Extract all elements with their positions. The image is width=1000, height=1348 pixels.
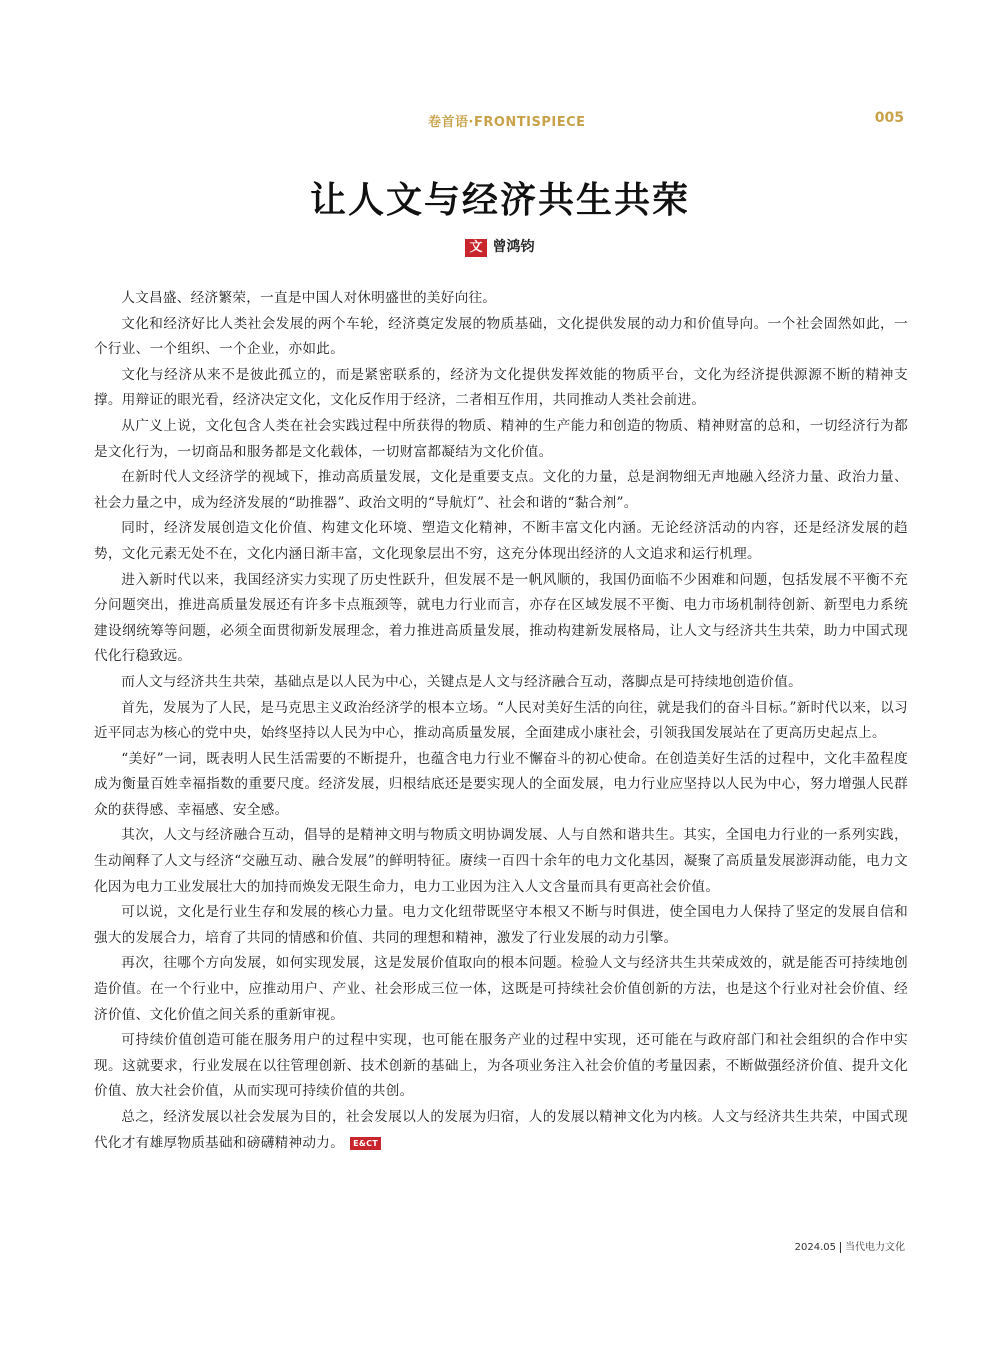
byline-tag: 文 [465,239,486,257]
paragraph: 再次，往哪个方向发展，如何实现发展，这是发展价值取向的根本问题。检验人文与经济共生共荣成效的，就是能否可持续地创造价值。在一个行业中，应推动用户、产业、社会形成三位一体，这既是可持续社会价值创新的方法，也是这个行业对社会价值、经济价值、文化价值之间关系的重新审视。 [94,955,908,1023]
footer-divider [840,1242,841,1253]
section-label: 卷首语·FRONTISPIECE [428,115,586,130]
article-body [94,286,908,1156]
issue-date: 2024.05 [794,1242,836,1253]
paragraph-last [94,1105,908,1156]
paragraph: 在新时代人文经济学的视域下，推动高质量发展，文化是重要支点。文化的力量，总是润物细无声地融入经济力量、政治力量、社会力量之中，成为经济发展的“助推器”、政治文明的“导航灯”、社会和谐的“黏合剂”。 [94,469,908,511]
article-title: 让人文与经济共生共荣 [309,180,690,221]
paragraph: 文化与经济从来不是彼此孤立的，而是紧密联系的，经济为文化提供发挥效能的物质平台，文化为经济提供源源不断的精神支撑。用辩证的眼光看，经济决定文化，文化反作用于经济，二者相互作用，共同推动人类社会前进。 [94,366,908,409]
paragraph: 可持续价值创造可能在服务用户的过程中实现，也可能在服务产业的过程中实现，还可能在与政府部门和社会组织的合作中实现。这就要求，行业发展在以往管理创新、技术创新的基础上，为各项业务注入社会价值的考量因素，不断做强经济价值、提升文化价值、放大社会价值，从而实现可持续价值的共创。 [94,1032,908,1100]
paragraph: “美好”一词，既表明人民生活需要的不断提升，也蕴含电力行业不懈奋斗的初心使命。在创造美好生活的过程中，文化丰盈程度成为衡量百姓幸福指数的重要尺度。经济发展，归根结底还是要实现人的全面发展，电力行业应坚持以人民为中心，努力增强人民群众的获得感、幸福感、安全感。 [94,750,908,818]
page-footer [795,1238,905,1253]
paragraph: 进入新时代以来，我国经济实力实现了历史性跃升，但发展不是一帆风顺的，我国仍面临不少困难和问题，包括发展不平衡不充分问题突出，推进高质量发展还有许多卡点瓶颈等，就电力行业而言，亦存在区域发展不平衡、电力市场机制待创新、新型电力系统建设纲统筹等问题，必须全面贯彻新发展理念，着力推进高质量发展，推动构建新发展格局，让人文与经济共生共荣，助力中国式现代化行稳致远。 [94,571,908,665]
paragraph: 其次，人文与经济融合互动，倡导的是精神文明与物质文明协调发展、人与自然和谐共生。其实，全国电力行业的一系列实践，生动阐释了人文与经济“交融互动、融合发展”的鲜明特征。赓续一百四十余年的电力文化基因，凝聚了高质量发展澎湃动能，电力文化因为电力工业发展壮大的加持而焕发无限生命力，电力工业因为注入人文含量而具有更高社会价值。 [94,827,908,895]
paragraph: 人文昌盛、经济繁荣，一直是中国人对休明盛世的美好向往。 [121,290,497,306]
paragraph: 首先，发展为了人民，是马克思主义政治经济学的根本立场。“人民对美好生活的向往，就是我们的奋斗目标。”新时代以来，以习近平同志为核心的党中央，始终坚持以人民为中心，推动高质量发展，全面建成小康社会，引领我国发展站在了更高历史起点上。 [94,699,908,742]
paragraph: 同时，经济发展创造文化价值、构建文化环境、塑造文化精神，不断丰富文化内涵。无论经济活动的内容，还是经济发展的趋势，文化元素无处不在，文化内涵日渐丰富，文化现象层出不穷，这充分体现出经济的人文追求和运行机理。 [94,520,908,562]
author-name: 曾鸿钧 [492,239,535,255]
page-number: 005 [874,110,904,126]
paragraph: 而人文与经济共生共荣，基础点是以人民为中心，关键点是人文与经济融合互动，落脚点是可持续地创造价值。 [121,673,802,690]
paragraph: 文化和经济好比人类社会发展的两个车轮，经济奠定发展的物质基础，文化提供发展的动力和价值导向。一个社会固然如此，一个行业、一个组织、一个企业，亦如此。 [94,315,908,358]
byline [0,236,1000,257]
paragraph-text: 总之，经济发展以社会发展为目的，社会发展以人的发展为归宿，人的发展以精神文化为内核。人文与经济共生共荣，中国式现代化才有雄厚物质基础和磅礴精神动力。 [94,1109,908,1151]
paragraph: 可以说，文化是行业生存和发展的核心力量。电力文化纽带既坚守本根又不断与时俱进，使全国电力人保持了坚定的发展自信和强大的发展合力，培育了共同的情感和价值、共同的理想和精神，激发了行业发展的动力引擎。 [94,904,908,946]
paragraph: 从广义上说，文化包含人类在社会实践过程中所获得的物质、精神的生产能力和创造的物质、精神财富的总和，一切经济行为都是文化行为，一切商品和服务都是文化载体，一切财富都凝结为文化价值。 [94,417,908,460]
magazine-name: 当代电力文化 [845,1242,905,1253]
end-mark-logo: E&CT [350,1137,381,1150]
